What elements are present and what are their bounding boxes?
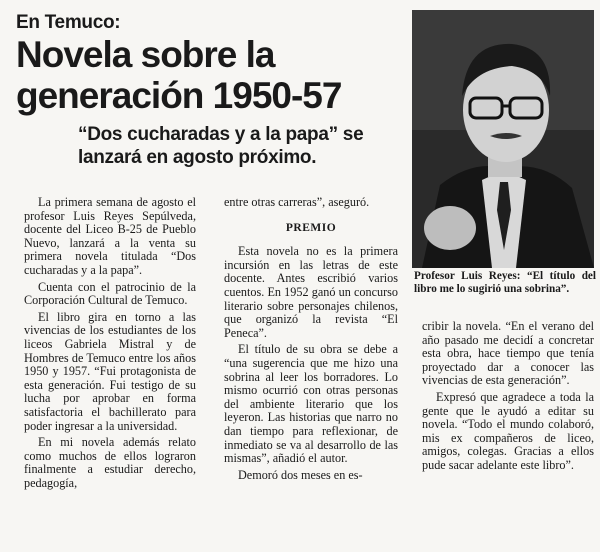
- paragraph: Demoró dos meses en es-: [238, 467, 363, 482]
- paragraph: Cuenta con el patrocinio de la Corporación Cultural de Temuco.: [24, 279, 196, 308]
- kicker: En Temuco:: [16, 12, 121, 33]
- subheadline: “Dos cucharadas y a la papa” se lanzará en agosto próximo.: [78, 124, 364, 168]
- portrait-illustration: [412, 10, 594, 268]
- column-3: [422, 320, 594, 476]
- paragraph: El título de su obra se debe a “una sugerencia que me hizo una sobrina al leer los borradores. Lo mismo ocurrió con otras personas del ambiente literario que los leyeron. Las historias que narro no dan tiempo para reflexionar, de inmediato se va al desarrollo de las mismas”, añadió el autor.: [224, 342, 398, 466]
- paragraph: Expresó que agradece a toda la gente que le ayudó a editar su novela. “Todo el mundo colaboró, mis ex compañeros de liceo, amigos, colegas. Gracias a ellos pude sacar adelante este libro”.: [422, 389, 594, 472]
- photo-caption: Profesor Luis Reyes: “El título del libro me lo sugirió una sobrina”.: [414, 270, 596, 295]
- headline: Novela sobre la generación 1950-57: [16, 34, 342, 116]
- paragraph: La primera semana de agosto el profesor Luis Reyes Sepúlveda, docente del Liceo B-25 de Pueblo Nuevo, lanzará a la venta su primera novela titulada “Dos cucharadas y a la papa”.: [24, 195, 196, 277]
- paragraph: cribir la novela. “En el verano del año pasado me decidí a concretar esta obra, hace tiempo que tenía proyectado dar a conocer las vivencias de esta generación”.: [422, 319, 594, 388]
- column-1: [24, 196, 196, 493]
- paragraph: En mi novela además relato como muchos de ellos lograron finalmente a estudiar derecho, pedagogía,: [24, 435, 196, 490]
- paragraph: Esta novela no es la primera incursión en las letras de este docente. Antes escribió varios cuentos. En 1952 ganó un concurso literario sobre personajes chilenos, que organizó la revista “El Peneca”.: [224, 244, 398, 340]
- author-photo: [412, 10, 594, 268]
- column-2: [224, 196, 398, 485]
- paragraph: El libro gira en torno a las vivencias de los estudiantes de los liceos Gabriela Mistral y de Hombres de Temuco entre los años 1950 y 1957. “Fui protagonista de esta generación. Fui testigo de su lucha por aprobar en forma satisfactoria el bachillerato para poder ingresar a la universidad.: [24, 309, 196, 433]
- paragraph: entre otras carreras”, aseguró.: [224, 195, 370, 209]
- section-heading: PREMIO: [285, 221, 337, 234]
